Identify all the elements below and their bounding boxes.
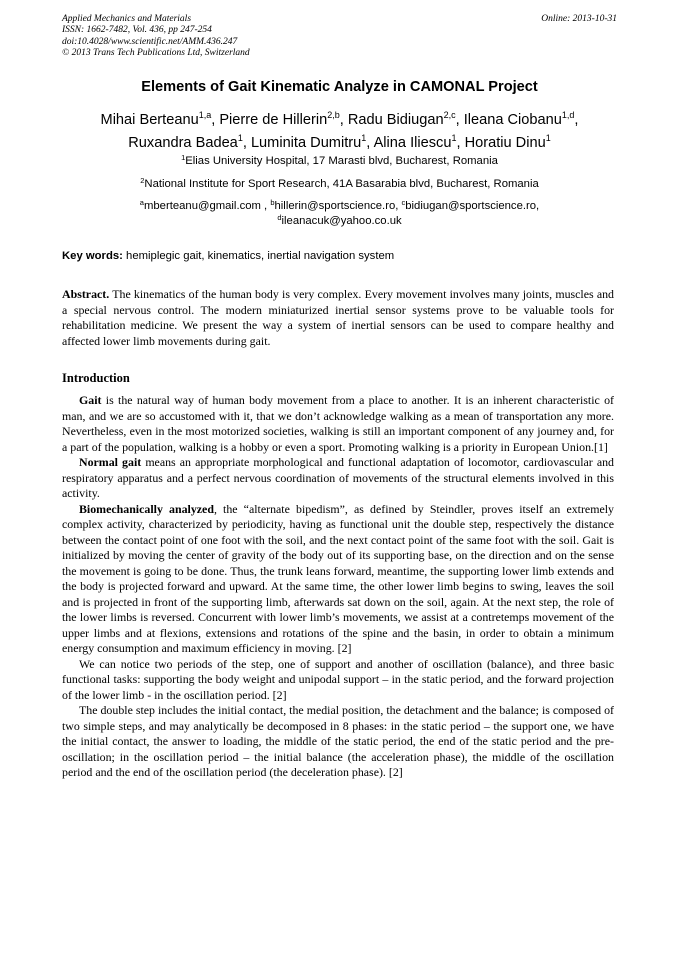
author-name: Ileana Ciobanu xyxy=(463,112,562,128)
keywords xyxy=(62,250,617,262)
doi-line: doi:10.4028/www.scientific.net/AMM.436.247 xyxy=(62,36,238,47)
abstract-text: The kinematics of the human body is very complex. Every movement involves many joints, muscles and a special nervous control. The modern miniaturized inertial sensor systems prove to be valuable tools for rehabilitation medicine. We present the way a system of inertial sensors can be used to compare healthy and affected lower limb movements during gait. xyxy=(62,287,615,348)
section-heading-introduction: Introduction xyxy=(62,371,130,385)
author-name: Pierre de Hillerin xyxy=(219,112,328,128)
online-date: Online: 2013-10-31 xyxy=(541,14,617,24)
paragraph: Gait is the natural way of human body movement from a place to another. It is an inherent characteristic of man, and we are so accustomed with it, that we don’t acknowledge walking as a mean of transportation any more. Nevertheless, even in the most motorized societies, walking is still an important component of any journey and, for a part of the population, walking is a hobby or even a sport. Promoting walking is a priority in European Union.[1] xyxy=(62,393,615,454)
author-name: Horatiu Dinu xyxy=(464,135,546,151)
copyright-line: © 2013 Trans Tech Publications Ltd, Switzerland xyxy=(62,48,250,59)
author-list xyxy=(62,109,617,155)
affiliation-1: $^1$Elias University Hospital, 17 Marasti blvd, Bucharest, Romania xyxy=(181,153,498,167)
email-list: $^a$mberteanu@gmail.com , $^b$hillerin@sportscience.ro, $^c$bidiugan@sportscience.ro, $^d$ileanacuk@yahoo.co.uk xyxy=(139,198,540,227)
issn-line: ISSN: 1662-7482, Vol. 436, pp 247-254 xyxy=(62,25,212,36)
keywords-text: hemiplegic gait, kinematics, inertial navigation system xyxy=(126,250,395,262)
author-line-1: Mihai Berteanu$^{1,a}$, Pierre de Hillerin$^{2,b}$, Radu Bidiugan$^{2,c}$, Ileana Ciobanu$^{1,d}$, xyxy=(100,110,579,128)
running-header xyxy=(62,14,617,60)
author-name: Radu Bidiugan xyxy=(347,112,444,128)
email-link[interactable]: bidiugan@sportscience.ro, xyxy=(405,200,540,212)
abstract xyxy=(62,287,614,349)
author-sup: 1,d xyxy=(561,110,575,120)
abstract-label: Abstract. xyxy=(62,287,110,301)
author-name: Ruxandra Badea xyxy=(128,135,238,151)
author-sup: 1 xyxy=(237,133,243,143)
introduction-body xyxy=(62,393,614,781)
author-sup: 1 xyxy=(545,133,551,143)
email-link[interactable]: hillerin@sportscience.ro, xyxy=(274,200,399,212)
author-sup: 2,b xyxy=(327,110,340,120)
author-sup: 1,a xyxy=(198,110,212,120)
paragraph: Normal gait means an appropriate morphological and functional adaptation of locomotor, cardiovascular and respiratory apparatus and a perfect nervous coordination of movements of the structural elements involved in this activity. xyxy=(62,455,614,500)
keywords-label: Key words: xyxy=(62,250,123,262)
author-sup: 1 xyxy=(451,133,457,143)
paragraph: We can notice two periods of the step, one of support and another of oscillation (balance), and three basic functional tasks: supporting the body weight and unipodal support – in the static period, and the forward projection of the lower limb - in the oscillation period. [2] xyxy=(62,656,614,702)
author-sup: 1 xyxy=(361,133,367,143)
author-name: Mihai Berteanu xyxy=(100,112,199,128)
email-link[interactable]: ileanacuk@yahoo.co.uk xyxy=(281,215,402,227)
paper-title: Elements of Gait Kinematic Analyze in CAMONAL Project xyxy=(141,79,538,95)
affiliation-2: $^2$National Institute for Sport Research, 41A Basarabia blvd, Bucharest, Romania xyxy=(140,176,539,190)
paragraph: The double step includes the initial contact, the medial position, the detachment and the balance; is composed of two simple steps, and may analytically be decomposed in 8 phases: in the static period – the support one, we have the initial contact, the answer to loading, the middle of the static period, the end of the static period and the pre-oscillation; in the oscillation period – the initial balance (the acceleration phase), the middle of the oscillation period and the end of the oscillation period (the deceleration phase). [2] xyxy=(62,703,614,779)
journal-name: Applied Mechanics and Materials xyxy=(62,14,192,24)
author-name: Luminita Dumitru xyxy=(250,135,362,151)
author-line-2: Ruxandra Badea$^1$, Luminita Dumitru$^1$, Alina Iliescu$^1$, Horatiu Dinu$^1$ xyxy=(128,133,551,151)
author-name: Alina Iliescu xyxy=(373,135,452,151)
author-sup: 2,c xyxy=(443,110,456,120)
email-link[interactable]: mberteanu@gmail.com , xyxy=(143,200,268,212)
paragraph: Biomechanically analyzed, the “alternate bipedism”, as defined by Steindler, proves itself an extremely complex activity, characterized by periodicity, having as functional unit the double step, respectively the distance between the contact point of one foot with the soil, and the next contact point of the same foot with the soil. Gait is initialized by moving the center of gravity of the body out of its supporting base, on the direction and on the sense the movement is going to be done. Thus, the trunk leans forward, meantime, the supporting lower limb extends and the body is projected forward and upward. At the same time, the other lower limb begins to swing, leaves the soil and is projected in front of the supporting limb, afterwards sat down on the soil, again. At the next step, the role of the lower limbs is reversed. Concurrent with lower limb’s movements, we assist at a contretemps movement of the upper limbs and at flexions, extensions and rotations of the spine and the basin, in order to obtain a minimum energy consumption and maximum efficiency in moving. [2] xyxy=(62,501,614,655)
